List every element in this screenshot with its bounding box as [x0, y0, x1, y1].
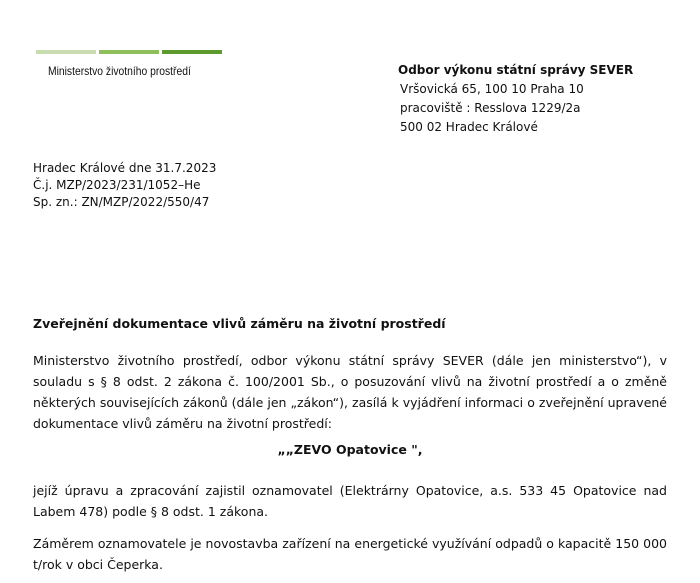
document-title: Zveřejnění dokumentace vlivů záměru na životní prostředí: [33, 316, 446, 331]
office-name: Odbor výkonu státní správy SEVER: [398, 63, 634, 77]
office-address-block: [398, 61, 633, 137]
file-number: Sp. zn.: ZN/MZP/2022/550/47: [33, 195, 210, 209]
office-address-line: pracoviště : Resslova 1229/2a: [400, 101, 581, 115]
ministry-name: Ministerstvo životního prostředí: [48, 64, 191, 78]
intro-paragraph: Ministerstvo životního prostředí, odbor výkonu státní správy SEVER (dále jen ministerstvo“), v souladu s § 8 odst. 2 zákona č. 100/2001 Sb., o posuzování vlivů na životní prostředí a o změně některých souvisejících zákonů (dále jen „zákon“), zasílá k vyjádření informaci o zveřejnění upravené dokumentace vlivů záměru na životní prostředí:: [33, 353, 667, 431]
logo-bar-dark: [162, 50, 222, 54]
office-address-line: 500 02 Hradec Králové: [400, 120, 538, 134]
project-name: „„ZEVO Opatovice ",: [277, 442, 423, 457]
project-description-paragraph: Záměrem oznamovatele je novostavba zařízení na energetické využívání odpadů o kapacitě 150 000 t/rok v obci Čeperka.: [33, 536, 667, 572]
logo-bar-light: [36, 50, 96, 54]
ministry-logo-bars: [36, 50, 222, 54]
reference-block: [33, 160, 216, 211]
reference-number: Č.j. MZP/2023/231/1052–He: [33, 178, 201, 192]
office-address-line: Vršovická 65, 100 10 Praha 10: [400, 82, 584, 96]
date-line: Hradec Králové dne 31.7.2023: [33, 161, 217, 175]
logo-bar-medium: [99, 50, 159, 54]
notifier-paragraph: jejíž úpravu a zpracování zajistil oznamovatel (Elektrárny Opatovice, a.s. 533 45 Opatovice nad Labem 478) podle § 8 odst. 1 zákona.: [33, 483, 667, 519]
